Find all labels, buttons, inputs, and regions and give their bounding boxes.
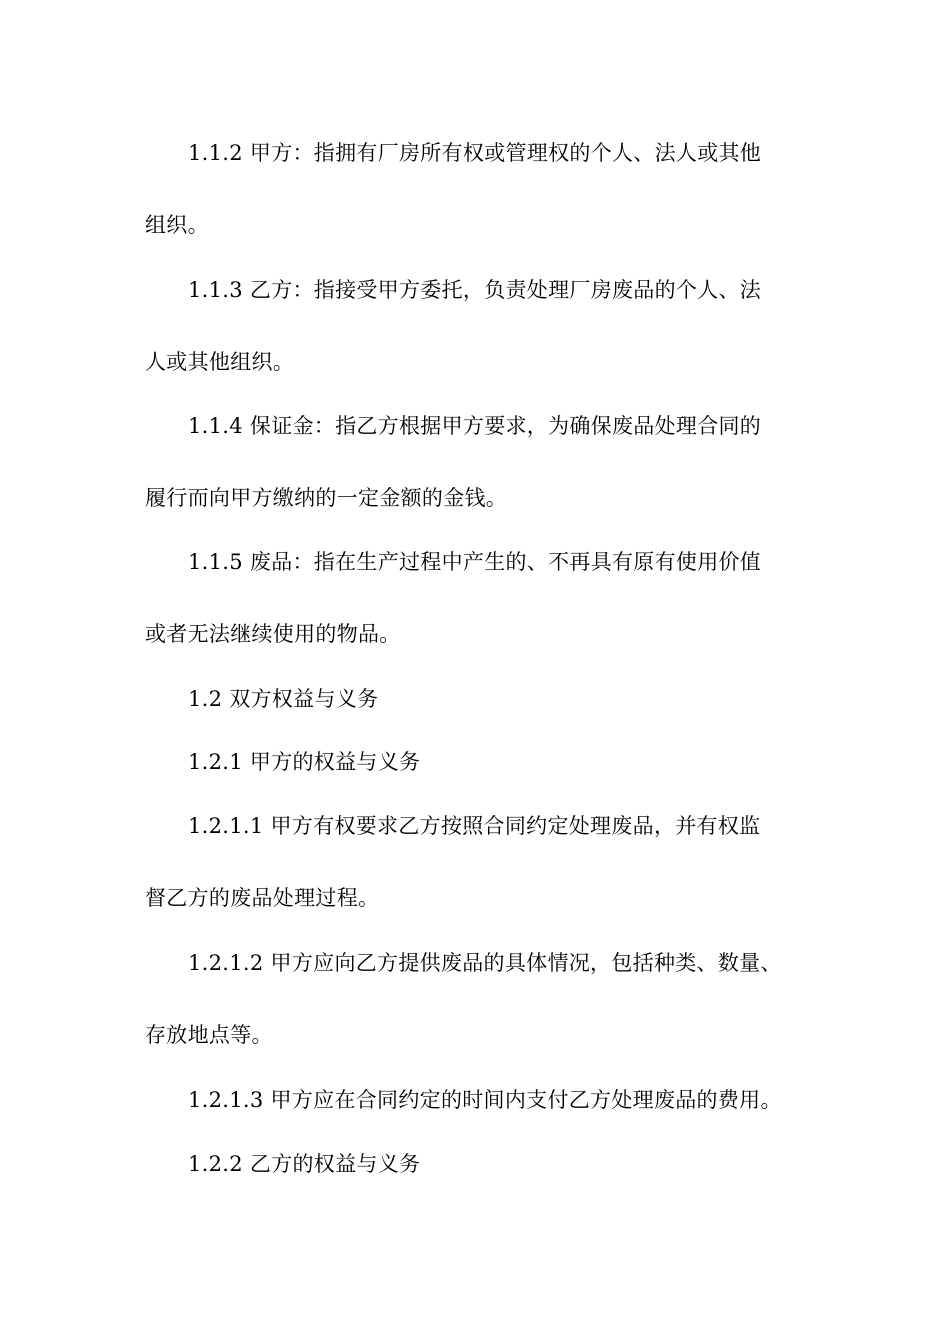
section-1-2-2-heading: 1.2.2 乙方的权益与义务 <box>188 1152 421 1176</box>
clause-1-2-1-1-line-1: 1.2.1.1 甲方有权要求乙方按照合同约定处理废品，并有权监 <box>188 814 761 838</box>
clause-1-1-4-line-2: 履行而向甲方缴纳的一定金额的金钱。 <box>145 486 508 510</box>
clause-1-2-1-2-line-2: 存放地点等。 <box>145 1023 273 1047</box>
clause-1-1-2-line-2: 组织。 <box>145 213 209 237</box>
clause-1-1-5-line-2: 或者无法继续使用的物品。 <box>145 622 401 646</box>
clause-1-2-1-2-line-1: 1.2.1.2 甲方应向乙方提供废品的具体情况，包括种类、数量、 <box>188 951 782 975</box>
clause-1-1-3-line-2: 人或其他组织。 <box>145 350 295 374</box>
section-1-2-heading: 1.2 双方权益与义务 <box>188 687 379 711</box>
clause-1-2-1-1-line-2: 督乙方的废品处理过程。 <box>145 886 380 910</box>
section-1-2-1-heading: 1.2.1 甲方的权益与义务 <box>188 750 421 774</box>
clause-1-1-5-line-1: 1.1.5 废品：指在生产过程中产生的、不再具有原有使用价值 <box>188 550 762 574</box>
clause-1-1-2-line-1: 1.1.2 甲方：指拥有厂房所有权或管理权的个人、法人或其他 <box>188 141 762 165</box>
clause-1-1-3-line-1: 1.1.3 乙方：指接受甲方委托，负责处理厂房废品的个人、法 <box>188 278 762 302</box>
clause-1-2-1-3: 1.2.1.3 甲方应在合同约定的时间内支付乙方处理废品的费用。 <box>188 1088 782 1112</box>
clause-1-1-4-line-1: 1.1.4 保证金：指乙方根据甲方要求，为确保废品处理合同的 <box>188 414 762 438</box>
